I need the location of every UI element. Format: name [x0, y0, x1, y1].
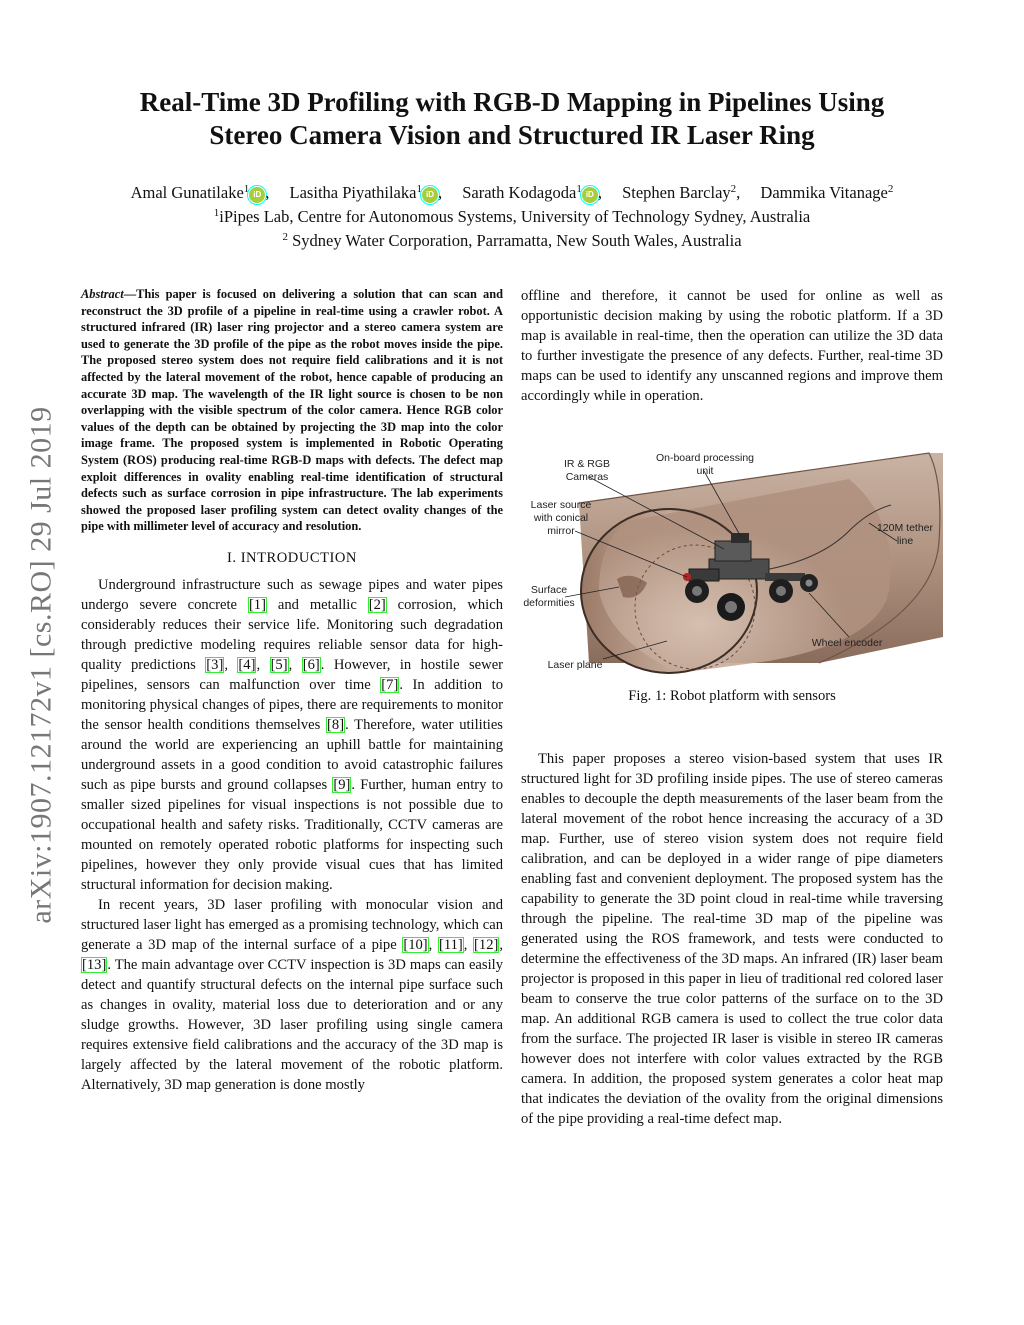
paragraph: This paper proposes a stereo vision-based system that uses IR structured light for 3D profiling inside pipes. The use of stereo cameras enables to decouple the depth measurements of the laser beam from the lateral movement of the robot hence increasing the accuracy of a 3D map. Further, use of stereo vision system does not require field calibration, and can be deployed in a wider range of pipe diameters enabling fast and convenient deployment. The proposed system has the capability to generate the 3D point cloud in real-time while traversing through the pipeline. The real-time 3D map of the pipeline was generated using the ROS framework, and tests were conducted to determine the effectiveness of the 3D maps. An infrared (IR) laser beam projector is proposed in this paper in lieu of traditional red colored laser beam to conserve the true color patterns of the surface on to the 3D map. An additional RGB camera is used to collect the true color data from the surface. The projected IR laser is visible in stereo IR cameras however does not interfere with color values extracted by the RGB camera. In addition, the proposed system generates a color heat map that indicates the deviation of the ovality from the original dimensions of the pipe providing a real-time defect map.: [521, 751, 943, 1127]
citation-link[interactable]: [12]: [474, 936, 499, 953]
label-cameras: Cameras: [565, 471, 609, 483]
citation-link[interactable]: [1]: [248, 596, 266, 613]
author: Stephen Barclay$^2$,: [622, 183, 741, 202]
affiliation: $^1$iPipes Lab, Centre for Autonomous Systems, University of Technology Sydney, Australia: [213, 207, 811, 226]
right-column: [521, 286, 943, 1129]
author: Lasitha Piyathilaka$^1$ iD ,: [289, 183, 443, 202]
paragraph: Underground infrastructure such as sewage pipes and water pipes undergo severe concrete [1] and metallic [2] corrosion, which considerably reduces their service life. Monitoring such degradation through predictive modeling requires reliable sensor data for high-quality predictions [3], [4], [5], [6]. However, in hostile sewer pipelines, sensors can malfunction over time [7]. In addition to monitoring physical changes of pipes, there are requirements to monitor the sensor health conditions themselves [8]. Therefore, water utilities around the world are experiencing an uphill battle for maintaining underground assets in a good condition to avoid catastrophic failures such as pipe bursts and ground collapses [9]. Further, human entry to smaller sized pipelines for visual inspections is not possible due to occupational health and safety risks. Traditionally, CCTV cameras are mounted on remotely operated robotic platforms for inspecting such pipelines, however they only provide visual cues that has limited structural information for decision making.: [81, 576, 504, 893]
affiliation: $^2$ Sydney Water Corporation, Parramatta, New South Wales, Australia: [282, 231, 742, 250]
author: Amal Gunatilake$^1$ iD ,: [130, 183, 270, 202]
paragraph: offline and therefore, it cannot be used for online as well as opportunistic decision making by using the robotic platform. If a 3D map is available in real-time, then the operation can utilize the 3D data to further investigate the presence of any defects. Further, real-time 3D maps can be used to identify any unscanned regions and improve them accordingly while in operation.: [521, 288, 943, 404]
paragraph: In recent years, 3D laser profiling with monocular vision and structured laser light has emerged as a promising technology, which can generate a 3D map of the internal surface of a pipe [10], [11], [12], [13]. The main advantage over CCTV inspection is 3D maps can easily detect and quantify structural defects on the internal pipe surface such as changes in ovality, material loss due to deterioration and or any sludge growths. However, 3D laser profiling using single camera requires extensive field calibrations and the accuracy of the 3D map is largely affected by the lateral movement of the robotic platform. Alternatively, 3D map generation is done mostly: [81, 896, 504, 1093]
author-block: [60, 179, 964, 251]
label-laser-source: Laser source: [530, 499, 592, 511]
citation-link[interactable]: [6]: [302, 656, 320, 673]
robot-pipe-illustration: [519, 441, 943, 675]
title-line-1: Real-Time 3D Profiling with RGB-D Mapping in Pipelines Using: [139, 87, 885, 117]
citation-link[interactable]: [8]: [327, 716, 345, 733]
label-wheel-encoder: Wheel encoder: [811, 637, 883, 649]
abstract-label: Abstract: [81, 287, 124, 301]
citation-link[interactable]: [10]: [403, 936, 428, 953]
orcid-icon[interactable]: iD: [582, 187, 598, 203]
figure-caption: Fig. 1: Robot platform with sensors: [628, 688, 836, 704]
citation-link[interactable]: [9]: [333, 776, 351, 793]
section-heading: I. INTRODUCTION: [227, 549, 357, 566]
label-laser-plane: Laser plane: [547, 659, 603, 671]
citation-link[interactable]: [11]: [438, 936, 463, 953]
author-list: [60, 179, 964, 203]
label-cameras: IR & RGB: [563, 458, 611, 470]
citation-link[interactable]: [7]: [381, 676, 399, 693]
citation-link[interactable]: [13]: [82, 956, 107, 973]
title-line-2: Stereo Camera Vision and Structured IR Laser Ring: [209, 120, 815, 150]
label-laser-source: with conical: [533, 512, 589, 524]
author: Sarath Kodagoda$^1$ iD ,: [462, 183, 602, 202]
arxiv-stamp: [22, 360, 62, 970]
citation-link[interactable]: [2]: [368, 596, 386, 613]
label-tether: 120M tether: [876, 522, 934, 534]
abstract-text: This paper is focused on delivering a solution that can scan and reconstruct the 3D profile of a pipeline in real-time using a crawler robot. A structured infrared (IR) laser ring projector and a stereo camera system are used to generate the 3D profile of the pipe as the robot moves inside the pipe. The proposed stereo system does not require field calibrations and it is not affected by the lateral movement of the robot, hence capable of producing an accurate 3D map. The wavelength of the IR light source is chosen to be non overlapping with the visible spectrum of the color camera. Hence RGB color values of the depth can be obtained by projecting the 3D map into the color image frame. The proposed system is implemented in Robotic Operating System (ROS) producing real-time RGB-D maps with defects. The defect map exploit differences in ovality enabling real-time identification of structural defects such as surface corrosion in pipe infrastructure. The lab experiments showed the proposed laser profiling system can detect ovality changes of the pipe with millimeter level of accuracy and resolution.: [81, 287, 503, 534]
abstract: Abstract—This paper is focused on delivering a solution that can scan and reconstruct the 3D profile of a pipeline in real-time using a crawler robot. A structured infrared (IR) laser ring projector and a stereo camera system are used to generate the 3D profile of the pipe as the robot moves inside the pipe. The proposed stereo system does not require field calibrations and it is not affected by the lateral movement of the robot, hence capable of producing an accurate 3D map. The wavelength of the IR light source is chosen to be non overlapping with the visible spectrum of the color camera. Hence RGB color values of the depth can be obtained by projecting the 3D map into the color image frame. The proposed system is implemented in Robotic Operating System (ROS) producing real-time RGB-D maps with defects. The defect map exploit differences in ovality enabling real-time identification of structural defects such as surface corrosion in pipe infrastructure. The lab experiments showed the proposed laser profiling system can detect ovality changes of the pipe with millimeter level of accuracy and resolution.: [81, 287, 503, 534]
label-surface: deformities: [523, 597, 575, 609]
citation-link[interactable]: [3]: [206, 656, 224, 673]
label-processing: unit: [696, 465, 714, 477]
left-column: [81, 286, 503, 1095]
citation-link[interactable]: [5]: [270, 656, 288, 673]
arxiv-stamp-text: arXiv:1907.12172v1 [cs.RO] 29 Jul 2019: [25, 406, 59, 924]
label-surface: Surface: [530, 584, 568, 596]
figure-robot-platform: [519, 441, 943, 675]
paper-title: [90, 86, 934, 152]
label-processing: On-board processing: [655, 452, 755, 464]
orcid-icon[interactable]: iD: [422, 187, 438, 203]
citation-link[interactable]: [4]: [238, 656, 256, 673]
author: Dammika Vitanage$^2$: [760, 183, 894, 202]
label-laser-source: mirror: [547, 525, 575, 537]
orcid-icon[interactable]: iD: [249, 187, 265, 203]
label-tether: line: [896, 535, 914, 547]
